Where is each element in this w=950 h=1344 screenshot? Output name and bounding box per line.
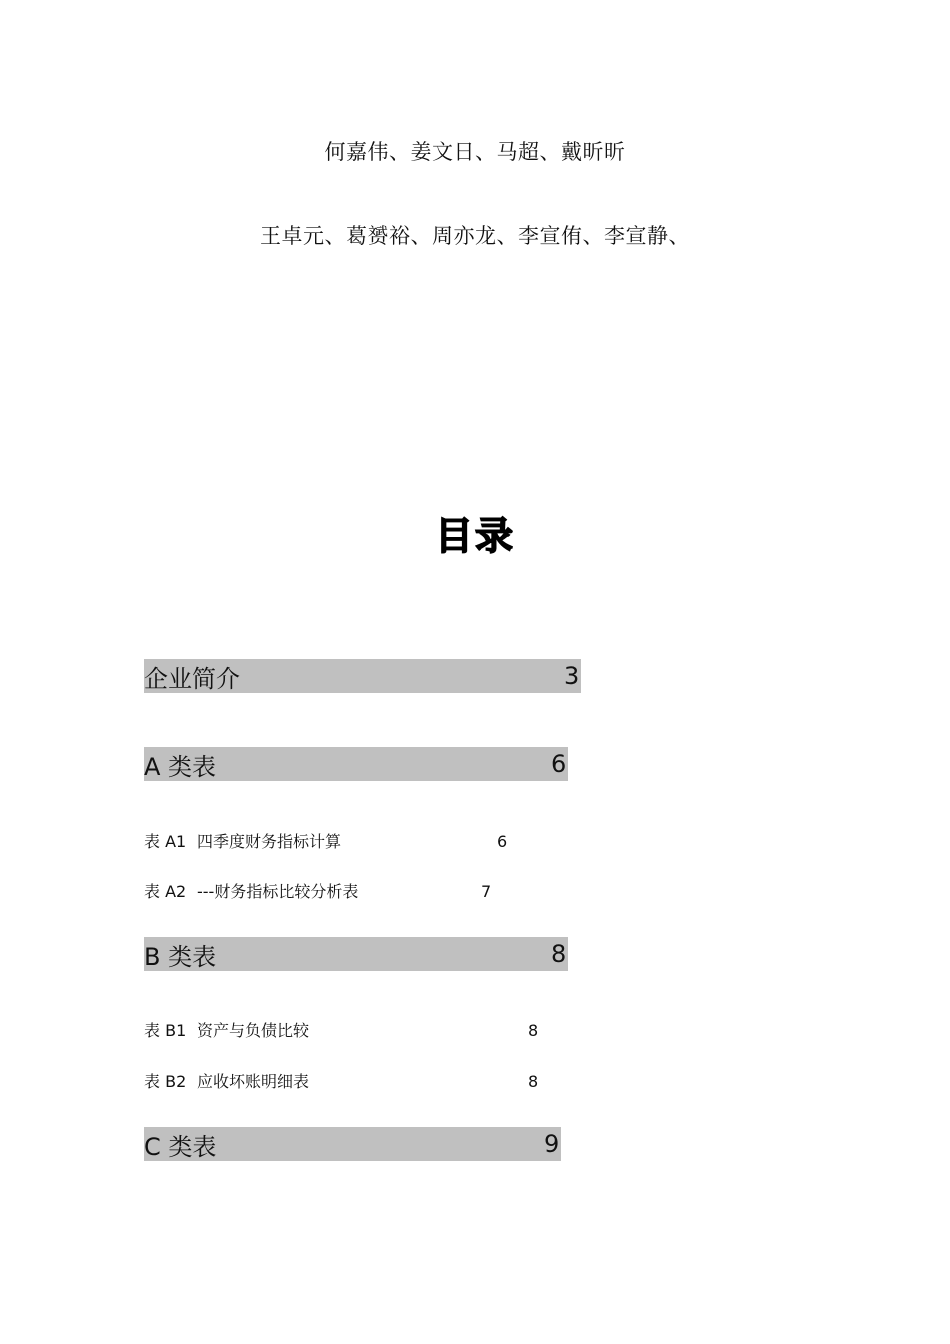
toc-entry-code: 表 B2 (144, 1072, 187, 1091)
toc-entry-page: 8 (528, 1072, 539, 1091)
toc-entry-code: 表 A2 (144, 882, 187, 901)
toc-entry-page: 6 (549, 747, 568, 781)
toc-title: 目录 (434, 514, 515, 558)
toc-entry-page: 9 (542, 1127, 561, 1161)
toc-entry-page: 7 (481, 882, 492, 901)
toc-entry-label: 资产与负债比较 (197, 1021, 310, 1040)
toc-entry-a-tables[interactable] (144, 747, 566, 781)
toc-entry-table-a1[interactable] (144, 831, 524, 853)
toc-entry-table-a2[interactable] (144, 881, 524, 903)
toc-entry-b-tables[interactable] (144, 937, 566, 971)
toc-entry-label: 企业简介 (144, 664, 240, 693)
toc-entry-label: 应收坏账明细表 (197, 1072, 310, 1091)
toc-entry-company-intro[interactable] (144, 659, 580, 693)
toc-entry-table-b1[interactable] (144, 1020, 554, 1042)
toc-entry-label: ---财务指标比较分析表 (197, 882, 359, 901)
toc-entry-page: 3 (562, 659, 581, 693)
toc-entry-code: 表 B1 (144, 1021, 187, 1040)
toc-entry-label: 四季度财务指标计算 (197, 832, 342, 851)
toc-entry-page: 8 (528, 1021, 539, 1040)
authors-line-1: 何嘉伟、姜文日、马超、戴昕昕 (324, 140, 626, 164)
toc-entry-label: A 类表 (144, 752, 217, 781)
toc-entry-label: C 类表 (144, 1132, 217, 1161)
toc-entry-label: B 类表 (144, 942, 217, 971)
toc-entry-code: 表 A1 (144, 832, 187, 851)
authors-line-2: 王卓元、葛赟裕、周亦龙、李宣侑、李宣静、 (260, 224, 690, 248)
toc-entry-table-b2[interactable] (144, 1071, 554, 1093)
toc-entry-c-tables[interactable] (144, 1127, 560, 1161)
toc-entry-page: 6 (497, 832, 508, 851)
toc-entry-page: 8 (549, 937, 568, 971)
